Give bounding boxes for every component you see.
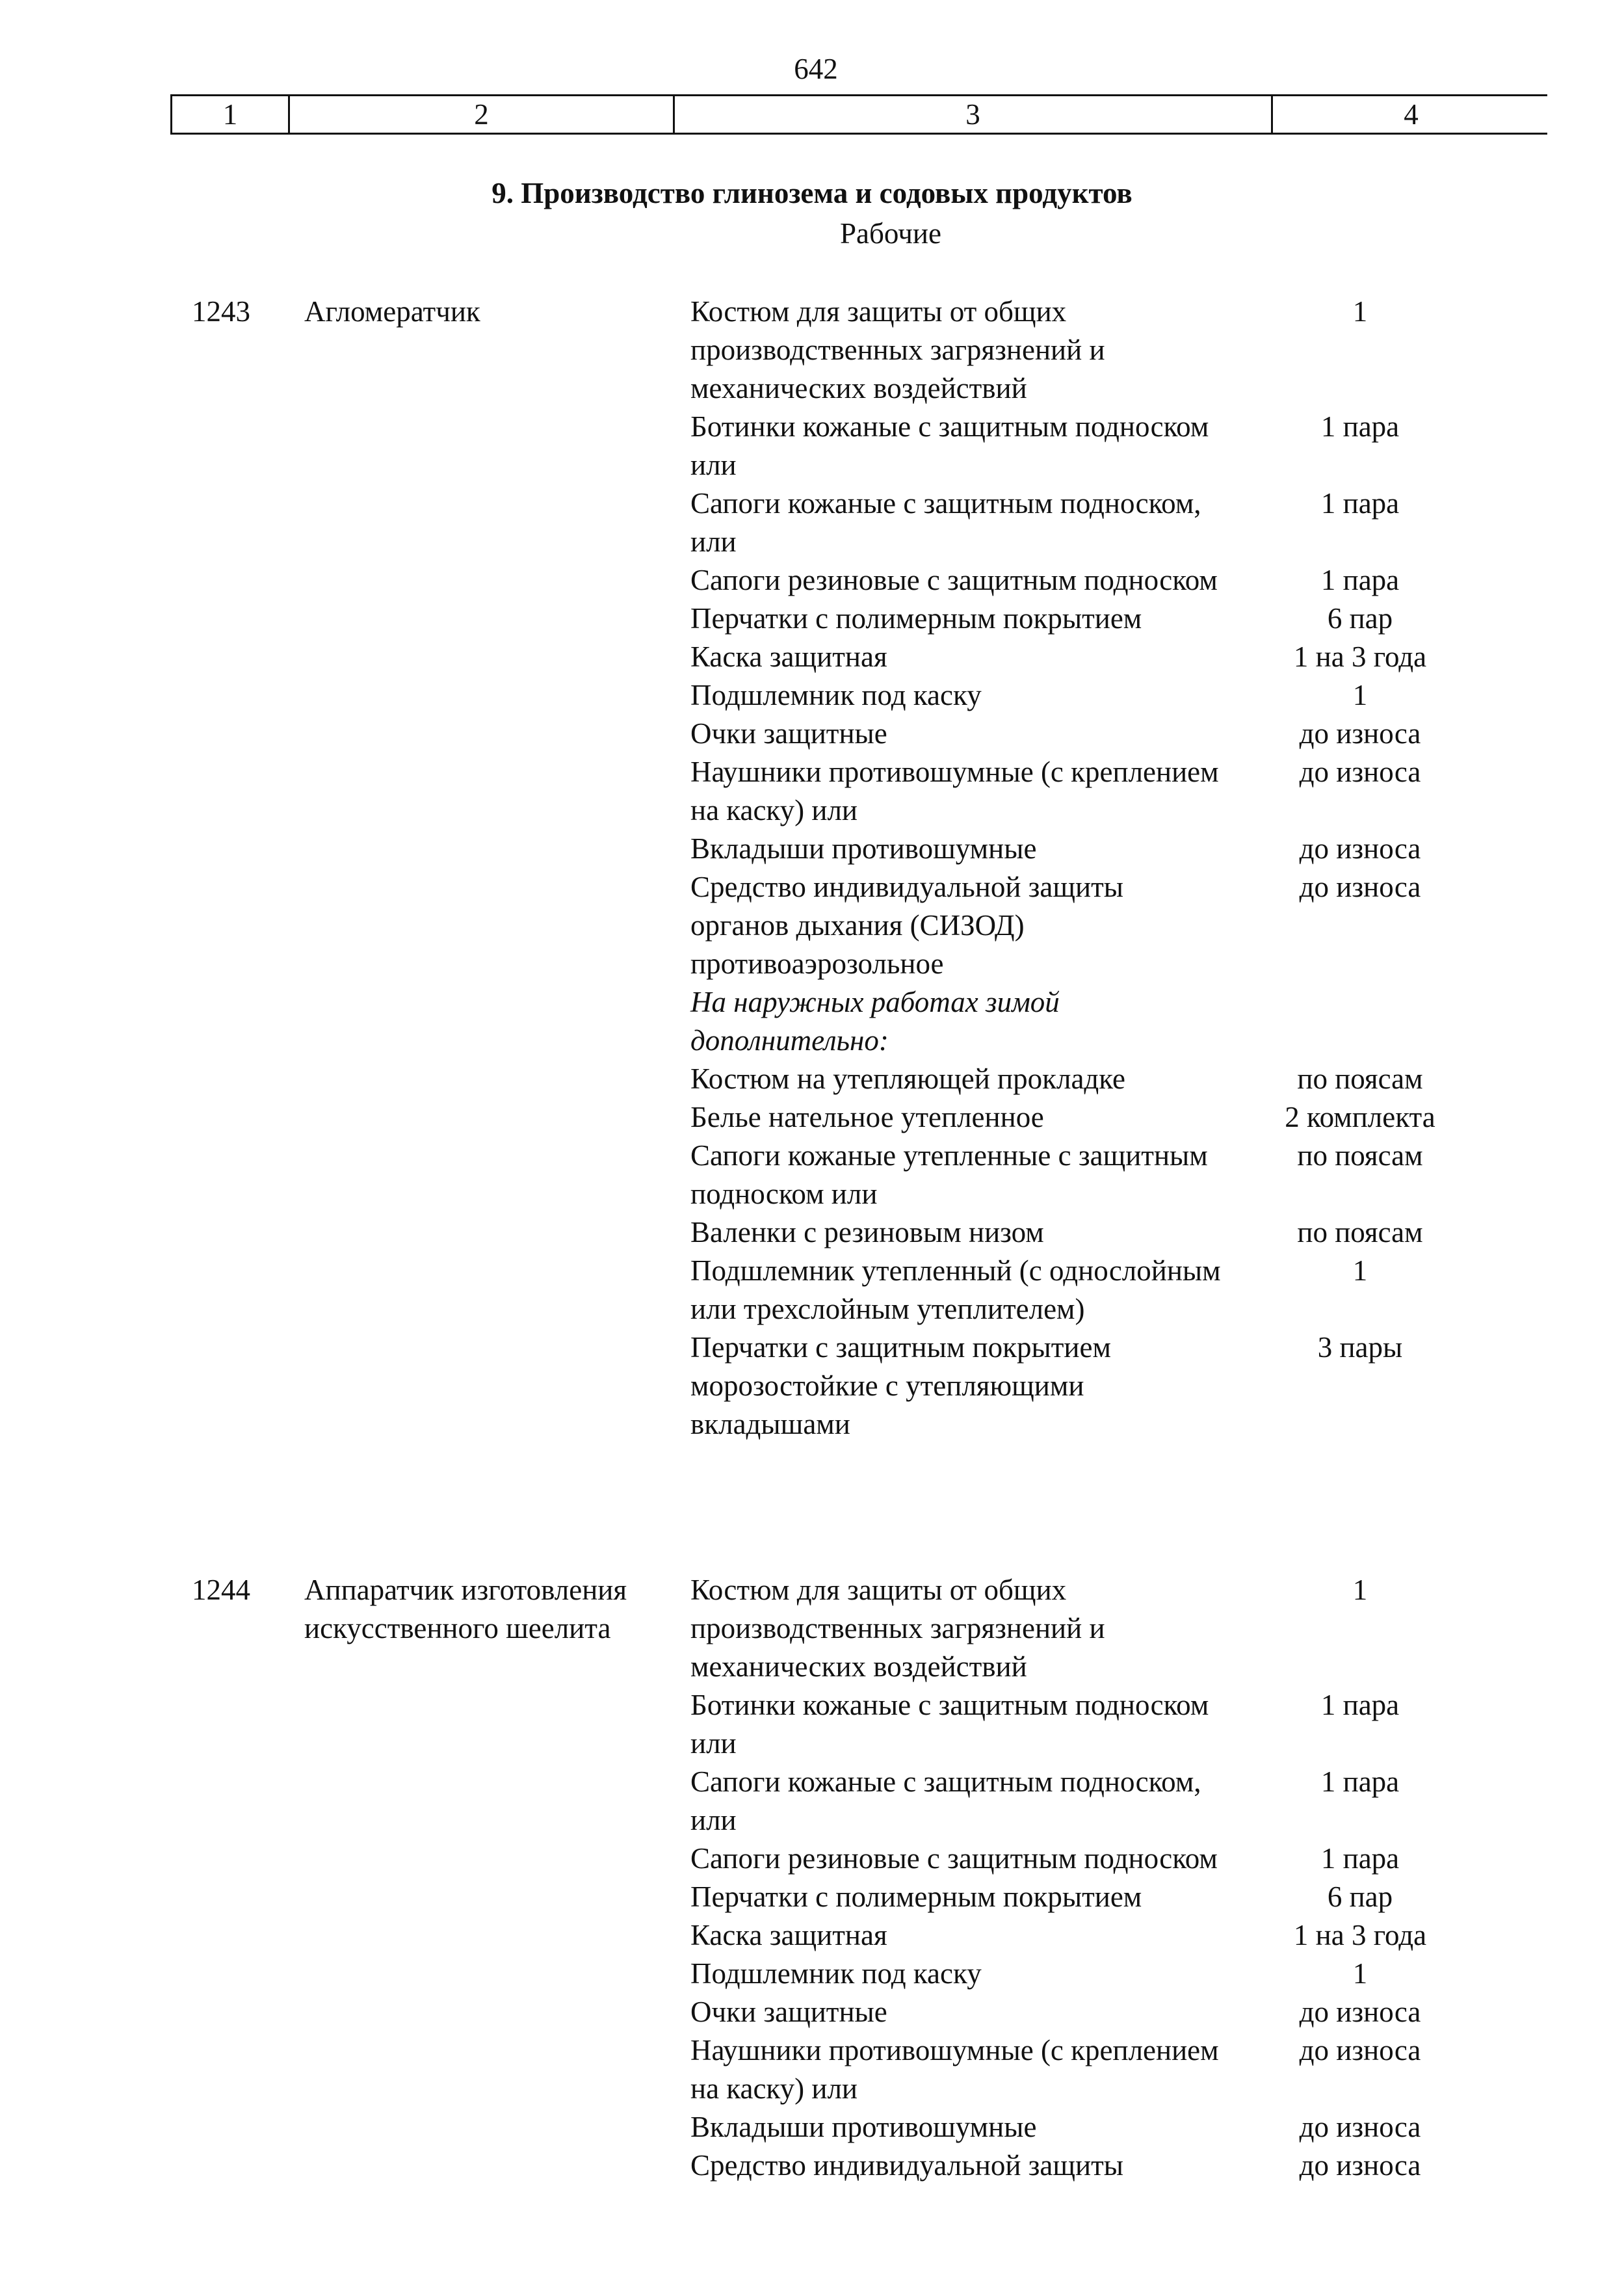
column-header-3: 3 xyxy=(673,96,1271,133)
item-desc: Ботинки кожаные с защитным подноском или xyxy=(690,410,1209,481)
item-qty: до износа xyxy=(1299,2111,1421,2143)
item-row xyxy=(690,638,1555,676)
item-desc: Перчатки с полимерным покрытием xyxy=(690,1880,1142,1913)
item-qty: до износа xyxy=(1299,756,1421,788)
item-row xyxy=(690,1137,1555,1213)
item-desc: Каска защитная xyxy=(690,640,887,673)
item-qty: 1 xyxy=(1352,295,1368,328)
item-row xyxy=(690,753,1555,830)
column-header-row xyxy=(170,94,1547,135)
item-qty: 1 на 3 года xyxy=(1293,1919,1427,1951)
item-desc: Очки защитные xyxy=(690,717,887,750)
item-qty: до износа xyxy=(1299,871,1421,903)
item-qty: 1 пара xyxy=(1320,410,1400,443)
item-row xyxy=(690,1213,1555,1252)
item-desc: Подшлемник под каску xyxy=(690,1957,982,1990)
item-qty: 1 xyxy=(1352,1957,1368,1990)
entry-profession: Агломератчик xyxy=(304,295,480,328)
item-desc: Костюм для защиты от общих производственных загрязнений и механических воздействий xyxy=(690,295,1105,404)
item-row xyxy=(690,1060,1555,1098)
item-qty: до износа xyxy=(1299,2034,1421,2066)
item-qty: 1 пара xyxy=(1320,564,1400,596)
item-row xyxy=(690,1993,1555,2031)
item-desc: Белье нательное утепленное xyxy=(690,1101,1044,1133)
entry-number: 1244 xyxy=(192,1574,250,1606)
item-row xyxy=(690,830,1555,868)
item-desc: Очки защитные xyxy=(690,1996,887,2028)
item-qty: 3 пары xyxy=(1317,1331,1403,1364)
item-qty: до износа xyxy=(1299,1996,1421,2028)
item-desc: Средство индивидуальной защиты органов дыхания (СИЗОД) противоаэрозольное xyxy=(690,871,1124,980)
item-row xyxy=(690,2108,1555,2146)
column-header-4: 4 xyxy=(1271,96,1549,133)
item-row xyxy=(690,1955,1555,1993)
item-desc: Подшлемник под каску xyxy=(690,679,982,711)
entry-items xyxy=(690,293,1555,1444)
item-row xyxy=(690,600,1555,638)
item-qty: 1 на 3 года xyxy=(1293,640,1427,673)
item-desc: Перчатки с полимерным покрытием xyxy=(690,602,1142,635)
item-desc: Костюм для защиты от общих производственных загрязнений и механических воздействий xyxy=(690,1574,1105,1683)
item-row xyxy=(690,1686,1555,1763)
item-row xyxy=(690,2146,1555,2185)
item-desc: Наушники противошумные (с креплением на каску) или xyxy=(690,2034,1219,2105)
item-qty: 1 пара xyxy=(1320,1765,1400,1798)
item-row xyxy=(690,1571,1555,1686)
item-row xyxy=(690,868,1555,983)
item-desc: Сапоги кожаные с защитным подноском, или xyxy=(690,1765,1201,1836)
item-qty: 6 пар xyxy=(1327,602,1393,635)
item-qty: до износа xyxy=(1299,717,1421,750)
item-qty: 2 комплекта xyxy=(1285,1101,1435,1133)
item-desc: Вкладыши противошумные xyxy=(690,832,1037,865)
section-subtitle: Рабочие xyxy=(840,217,941,250)
item-row xyxy=(690,1840,1555,1878)
item-note: На наружных работах зимой дополнительно: xyxy=(690,986,1060,1057)
item-desc: Средство индивидуальной защиты xyxy=(690,2149,1124,2182)
item-desc: Наушники противошумные (с креплением на каску) или xyxy=(690,756,1219,826)
item-desc: Вкладыши противошумные xyxy=(690,2111,1037,2143)
item-row xyxy=(690,1328,1555,1444)
item-desc: Перчатки с защитным покрытием морозостойкие с утепляющими вкладышами xyxy=(690,1331,1111,1440)
item-qty: 1 пара xyxy=(1320,1689,1400,1721)
item-qty: 6 пар xyxy=(1327,1880,1393,1913)
section-title: 9. Производство глинозема и содовых продуктов xyxy=(491,177,1133,209)
item-row xyxy=(690,484,1555,561)
column-header-1: 1 xyxy=(222,98,238,131)
item-row xyxy=(690,1763,1555,1840)
item-desc: Каска защитная xyxy=(690,1919,887,1951)
item-qty: по поясам xyxy=(1297,1216,1423,1248)
item-qty: 1 пара xyxy=(1320,487,1400,520)
item-qty: по поясам xyxy=(1297,1139,1423,1172)
item-qty: 1 пара xyxy=(1320,1842,1400,1875)
item-row xyxy=(690,2031,1555,2108)
item-desc: Сапоги кожаные утепленные с защитным подноском или xyxy=(690,1139,1208,1210)
item-desc: Сапоги резиновые с защитным подноском xyxy=(690,564,1218,596)
item-row xyxy=(690,408,1555,484)
item-desc: Сапоги резиновые с защитным подноском xyxy=(690,1842,1218,1875)
item-desc: Сапоги кожаные с защитным подноском, или xyxy=(690,487,1201,558)
item-qty: 1 xyxy=(1352,679,1368,711)
item-desc: Валенки с резиновым низом xyxy=(690,1216,1044,1248)
item-row xyxy=(690,561,1555,600)
item-row xyxy=(690,293,1555,408)
page-number: 642 xyxy=(794,53,838,85)
column-header-2: 2 xyxy=(288,96,673,133)
entry-profession: Аппаратчик изготовления искусственного шеелита xyxy=(304,1574,627,1644)
item-row xyxy=(690,676,1555,715)
item-qty: 1 xyxy=(1352,1574,1368,1606)
item-row xyxy=(690,1916,1555,1955)
item-row xyxy=(690,715,1555,753)
item-qty: по поясам xyxy=(1297,1062,1423,1095)
item-desc: Подшлемник утепленный (с однослойным или трехслойным утеплителем) xyxy=(690,1254,1221,1325)
item-qty: 1 xyxy=(1352,1254,1368,1287)
entry-number: 1243 xyxy=(192,295,250,328)
item-qty: до износа xyxy=(1299,2149,1421,2182)
item-desc: Костюм на утепляющей прокладке xyxy=(690,1062,1126,1095)
entry-items xyxy=(690,1571,1555,2185)
item-row xyxy=(690,1098,1555,1137)
item-desc: Ботинки кожаные с защитным подноском или xyxy=(690,1689,1209,1760)
item-row xyxy=(690,1252,1555,1328)
item-qty: до износа xyxy=(1299,832,1421,865)
item-row xyxy=(690,1878,1555,1916)
item-row-note xyxy=(690,983,1555,1060)
